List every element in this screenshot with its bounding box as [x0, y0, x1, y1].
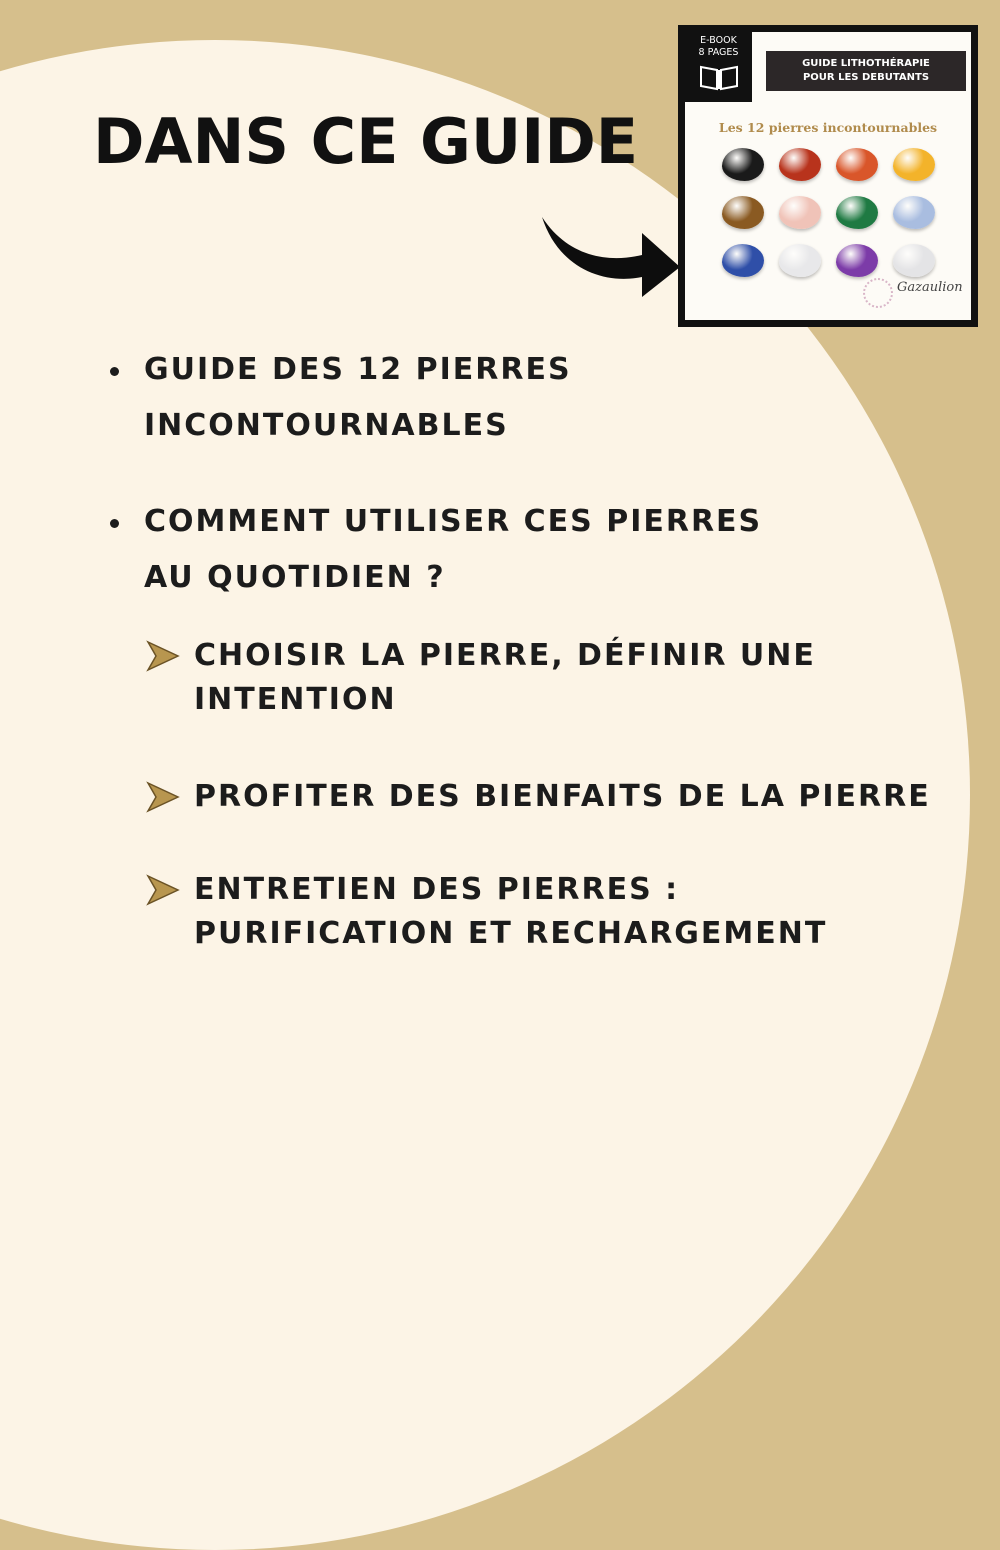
stone-image	[779, 148, 821, 181]
sub-item-3	[146, 868, 827, 956]
stone-image	[722, 148, 764, 181]
brand-logo	[863, 276, 961, 312]
chevron-right-icon	[146, 640, 180, 672]
sub-item-line: CHOISIR LA PIERRE, DÉFINIR UNE	[194, 638, 816, 673]
bullet-line: INCONTOURNABLES	[144, 408, 509, 443]
sub-item-line: ENTRETIEN DES PIERRES :	[194, 872, 680, 907]
logo-flower-icon	[863, 278, 893, 308]
sub-item-line: PROFITER DES BIENFAITS DE LA PIERRE	[194, 779, 931, 814]
ebook-cover[interactable]	[678, 25, 978, 327]
stone-image	[722, 244, 764, 277]
page-title: DANS CE GUIDE	[93, 105, 639, 178]
logo-text: Gazaulion	[897, 280, 963, 295]
sub-item-line: PURIFICATION ET RECHARGEMENT	[194, 916, 828, 951]
stone-image	[836, 148, 878, 181]
chevron-right-icon	[146, 781, 180, 813]
stone-image	[893, 244, 935, 277]
banner-line-2: POUR LES DEBUTANTS	[802, 72, 930, 83]
stone-image	[836, 244, 878, 277]
stones-grid	[722, 148, 952, 284]
sub-item-line: INTENTION	[194, 682, 397, 717]
chevron-right-icon	[146, 874, 180, 906]
curved-arrow-icon	[538, 205, 683, 300]
sub-item-2	[146, 775, 931, 819]
badge-line-2: 8 PAGES	[698, 47, 739, 58]
cover-banner	[766, 51, 966, 91]
bullet-item-1	[110, 342, 572, 454]
stone-image	[779, 244, 821, 277]
book-icon	[699, 63, 739, 91]
bullet-item-2	[110, 494, 762, 606]
banner-line-1: GUIDE LITHOTHÉRAPIE	[802, 58, 930, 69]
stone-image	[836, 196, 878, 229]
ebook-badge	[685, 32, 752, 102]
stone-image	[722, 196, 764, 229]
bullet-line: AU QUOTIDIEN ?	[144, 560, 446, 595]
stone-image	[893, 196, 935, 229]
bullet-dot-icon	[110, 367, 119, 376]
badge-line-1: E-BOOK	[700, 35, 737, 46]
stone-image	[893, 148, 935, 181]
bullet-line: COMMENT UTILISER CES PIERRES	[144, 504, 763, 539]
stone-image	[779, 196, 821, 229]
sub-item-1	[146, 634, 816, 722]
bullet-dot-icon	[110, 519, 119, 528]
cover-subtitle: Les 12 pierres incontournables	[718, 120, 938, 135]
bullet-line: GUIDE DES 12 PIERRES	[144, 352, 572, 387]
